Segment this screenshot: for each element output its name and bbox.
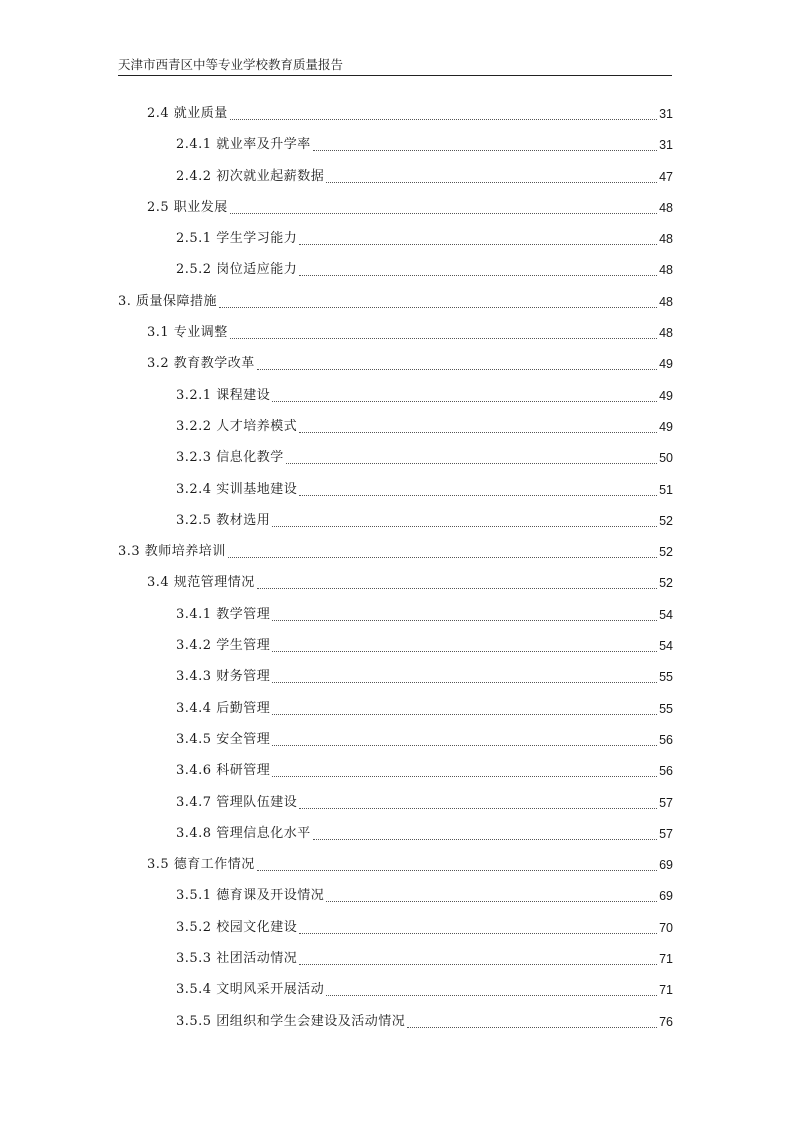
- toc-dot-leader: [326, 900, 657, 902]
- toc-entry[interactable]: [0, 946, 793, 977]
- toc-entry[interactable]: [0, 852, 793, 883]
- toc-entry[interactable]: [0, 727, 793, 758]
- toc-entry[interactable]: [0, 101, 793, 132]
- toc-entry-label: 3.2.3 信息化教学: [176, 450, 284, 466]
- toc-dot-leader: [257, 368, 657, 370]
- toc-entry-label: 3.4.4 后勤管理: [176, 700, 271, 716]
- toc-entry[interactable]: [0, 758, 793, 789]
- toc-entry-label: 3.5.1 德育课及开设情况: [176, 888, 325, 904]
- toc-dot-leader: [272, 713, 657, 715]
- toc-entry[interactable]: [0, 790, 793, 821]
- toc-dot-leader: [257, 869, 657, 871]
- toc-dot-leader: [272, 400, 657, 402]
- toc-entry-row: [176, 229, 673, 249]
- toc-entry-row: [176, 386, 673, 406]
- toc-entry[interactable]: [0, 195, 793, 226]
- toc-entry-page-number: 57: [659, 795, 673, 810]
- toc-entry-page-number: 50: [659, 451, 673, 466]
- toc-entry[interactable]: [0, 414, 793, 445]
- header-title: 天津市西青区中等专业学校教育质量报告: [118, 57, 344, 72]
- toc-entry-page-number: 49: [659, 419, 673, 434]
- toc-dot-leader: [286, 462, 657, 464]
- toc-entry-page-number: 52: [659, 513, 673, 528]
- toc-entry-label: 3.4 规范管理情况: [147, 575, 255, 591]
- toc-entry-row: [147, 323, 673, 343]
- toc-entry-row: [176, 480, 673, 500]
- toc-entry-row: [147, 573, 673, 593]
- toc-entry-row: [118, 292, 673, 312]
- toc-entry-label: 3.4.2 学生管理: [176, 638, 271, 654]
- toc-entry-label: 2.4 就业质量: [147, 106, 228, 121]
- toc-entry-row: [147, 354, 673, 374]
- toc-entry-label: 3.1 专业调整: [147, 325, 228, 341]
- toc-entry-page-number: 57: [659, 826, 673, 841]
- toc-entry-row: [118, 542, 673, 562]
- toc-entry-label: 2.5 职业发展: [147, 199, 228, 215]
- toc-entry-row: [176, 949, 673, 969]
- toc-entry[interactable]: [0, 883, 793, 914]
- toc-dot-leader: [272, 619, 657, 621]
- toc-entry[interactable]: [0, 477, 793, 508]
- toc-entry-row: [176, 167, 673, 187]
- toc-entry[interactable]: [0, 508, 793, 539]
- toc-entry-row: [176, 448, 673, 468]
- toc-entry-page-number: 69: [659, 889, 673, 904]
- toc-entry-row: [176, 636, 673, 656]
- toc-entry-page-number: 49: [659, 357, 673, 372]
- toc-entry-page-number: 52: [659, 576, 673, 591]
- toc-entry-page-number: 48: [659, 200, 673, 215]
- toc-entry[interactable]: [0, 696, 793, 727]
- toc-entry-row: [176, 918, 673, 938]
- toc-dot-leader: [228, 556, 657, 558]
- toc-entry-page-number: 31: [659, 138, 673, 153]
- toc-entry[interactable]: [0, 633, 793, 664]
- toc-entry-label: 2.5.1 学生学习能力: [176, 231, 298, 247]
- toc-entry[interactable]: [0, 570, 793, 601]
- toc-entry-label: 3.2.1 课程建设: [176, 387, 271, 403]
- toc-entry-row: [176, 417, 673, 437]
- toc-dot-leader: [230, 118, 657, 120]
- toc-entry[interactable]: [0, 164, 793, 195]
- toc-entry-label: 3.5.3 社团活动情况: [176, 951, 298, 967]
- toc-entry-label: 3.4.1 教学管理: [176, 606, 271, 622]
- toc-entry-page-number: 54: [659, 639, 673, 654]
- toc-dot-leader: [299, 274, 657, 276]
- toc-dot-leader: [313, 149, 657, 151]
- toc-entry-row: [176, 699, 673, 719]
- toc-entry[interactable]: [0, 320, 793, 351]
- toc-entry-page-number: 48: [659, 263, 673, 278]
- toc-entry[interactable]: [0, 977, 793, 1008]
- toc-dot-leader: [219, 306, 657, 308]
- toc-entry[interactable]: [0, 539, 793, 570]
- toc-entry-label: 3.4.3 财务管理: [176, 669, 271, 685]
- toc-entry-page-number: 49: [659, 388, 673, 403]
- toc-entry-page-number: 48: [659, 294, 673, 309]
- toc-entry-label: 3.5.5 团组织和学生会建设及活动情况: [176, 1013, 406, 1029]
- toc-entry[interactable]: [0, 226, 793, 257]
- toc-entry-label: 3.4.6 科研管理: [176, 763, 271, 779]
- toc-entry-label: 3.5 德育工作情况: [147, 857, 255, 873]
- toc-entry-page-number: 70: [659, 920, 673, 935]
- toc-entry-row: [176, 730, 673, 750]
- toc-entry-label: 3.2 教育教学改革: [147, 356, 255, 372]
- toc-entry-row: [176, 511, 673, 531]
- toc-entry-label: 3.5.4 文明风采开展活动: [176, 982, 325, 998]
- toc-dot-leader: [407, 1026, 657, 1028]
- toc-entry[interactable]: [0, 602, 793, 633]
- toc-entry-page-number: 31: [659, 107, 673, 121]
- toc-dot-leader: [313, 838, 657, 840]
- table-of-contents: [0, 101, 793, 1040]
- toc-entry-row: [176, 605, 673, 625]
- toc-entry-label: 3.2.4 实训基地建设: [176, 481, 298, 497]
- toc-entry[interactable]: [0, 1009, 793, 1040]
- toc-entry-row: [176, 135, 673, 155]
- toc-entry-label: 3.4.7 管理队伍建设: [176, 794, 298, 810]
- toc-dot-leader: [299, 807, 657, 809]
- toc-entry-label: 2.5.2 岗位适应能力: [176, 262, 298, 278]
- toc-entry-row: [176, 1012, 673, 1032]
- toc-entry-row: [176, 793, 673, 813]
- toc-dot-leader: [272, 525, 657, 527]
- toc-entry-label: 2.4.1 就业率及升学率: [176, 137, 311, 153]
- toc-entry-label: 3. 质量保障措施: [118, 293, 218, 309]
- toc-entry-page-number: 69: [659, 858, 673, 873]
- toc-entry-page-number: 76: [659, 1014, 673, 1029]
- toc-dot-leader: [257, 587, 657, 589]
- toc-dot-leader: [299, 494, 657, 496]
- toc-entry-page-number: 48: [659, 232, 673, 247]
- toc-dot-leader: [299, 243, 657, 245]
- toc-entry-row: [176, 667, 673, 687]
- toc-dot-leader: [272, 681, 657, 683]
- toc-entry[interactable]: [0, 132, 793, 163]
- toc-entry-row: [176, 886, 673, 906]
- toc-dot-leader: [230, 212, 657, 214]
- toc-entry-page-number: 71: [659, 952, 673, 967]
- toc-entry-label: 2.4.2 初次就业起薪数据: [176, 168, 325, 184]
- toc-entry-label: 3.5.2 校园文化建设: [176, 919, 298, 935]
- toc-dot-leader: [299, 932, 657, 934]
- toc-entry-row: [147, 104, 673, 124]
- toc-dot-leader: [326, 181, 657, 183]
- toc-entry-page-number: 51: [659, 482, 673, 497]
- toc-entry-label: 3.2.5 教材选用: [176, 512, 271, 528]
- toc-entry-page-number: 52: [659, 545, 673, 560]
- toc-dot-leader: [299, 963, 657, 965]
- toc-entry-row: [176, 761, 673, 781]
- toc-entry[interactable]: [0, 664, 793, 695]
- toc-entry-row: [147, 855, 673, 875]
- toc-entry-page-number: 56: [659, 732, 673, 747]
- toc-entry-label: 3.2.2 人才培养模式: [176, 418, 298, 434]
- toc-entry[interactable]: [0, 257, 793, 288]
- toc-entry-row: [176, 824, 673, 844]
- toc-entry[interactable]: [0, 383, 793, 414]
- toc-entry-page-number: 54: [659, 607, 673, 622]
- toc-entry-label: 3.4.5 安全管理: [176, 731, 271, 747]
- toc-entry[interactable]: [0, 289, 793, 320]
- toc-entry[interactable]: [0, 915, 793, 946]
- toc-entry-row: [176, 980, 673, 1000]
- toc-entry-page-number: 48: [659, 326, 673, 341]
- toc-dot-leader: [272, 650, 657, 652]
- toc-dot-leader: [272, 744, 657, 746]
- toc-entry[interactable]: [0, 445, 793, 476]
- toc-entry-page-number: 56: [659, 764, 673, 779]
- toc-dot-leader: [299, 431, 657, 433]
- toc-entry[interactable]: [0, 351, 793, 382]
- toc-entry-page-number: 55: [659, 701, 673, 716]
- toc-entry-page-number: 55: [659, 670, 673, 685]
- toc-dot-leader: [326, 994, 657, 996]
- toc-dot-leader: [272, 775, 657, 777]
- toc-entry-row: [147, 198, 673, 218]
- toc-entry-page-number: 71: [659, 983, 673, 998]
- toc-entry-row: [176, 260, 673, 280]
- page-header: [118, 57, 672, 76]
- toc-entry-label: 3.3 教师培养培训: [118, 544, 226, 560]
- toc-dot-leader: [230, 337, 657, 339]
- toc-entry-label: 3.4.8 管理信息化水平: [176, 825, 311, 841]
- toc-entry[interactable]: [0, 821, 793, 852]
- toc-entry-page-number: 47: [659, 169, 673, 184]
